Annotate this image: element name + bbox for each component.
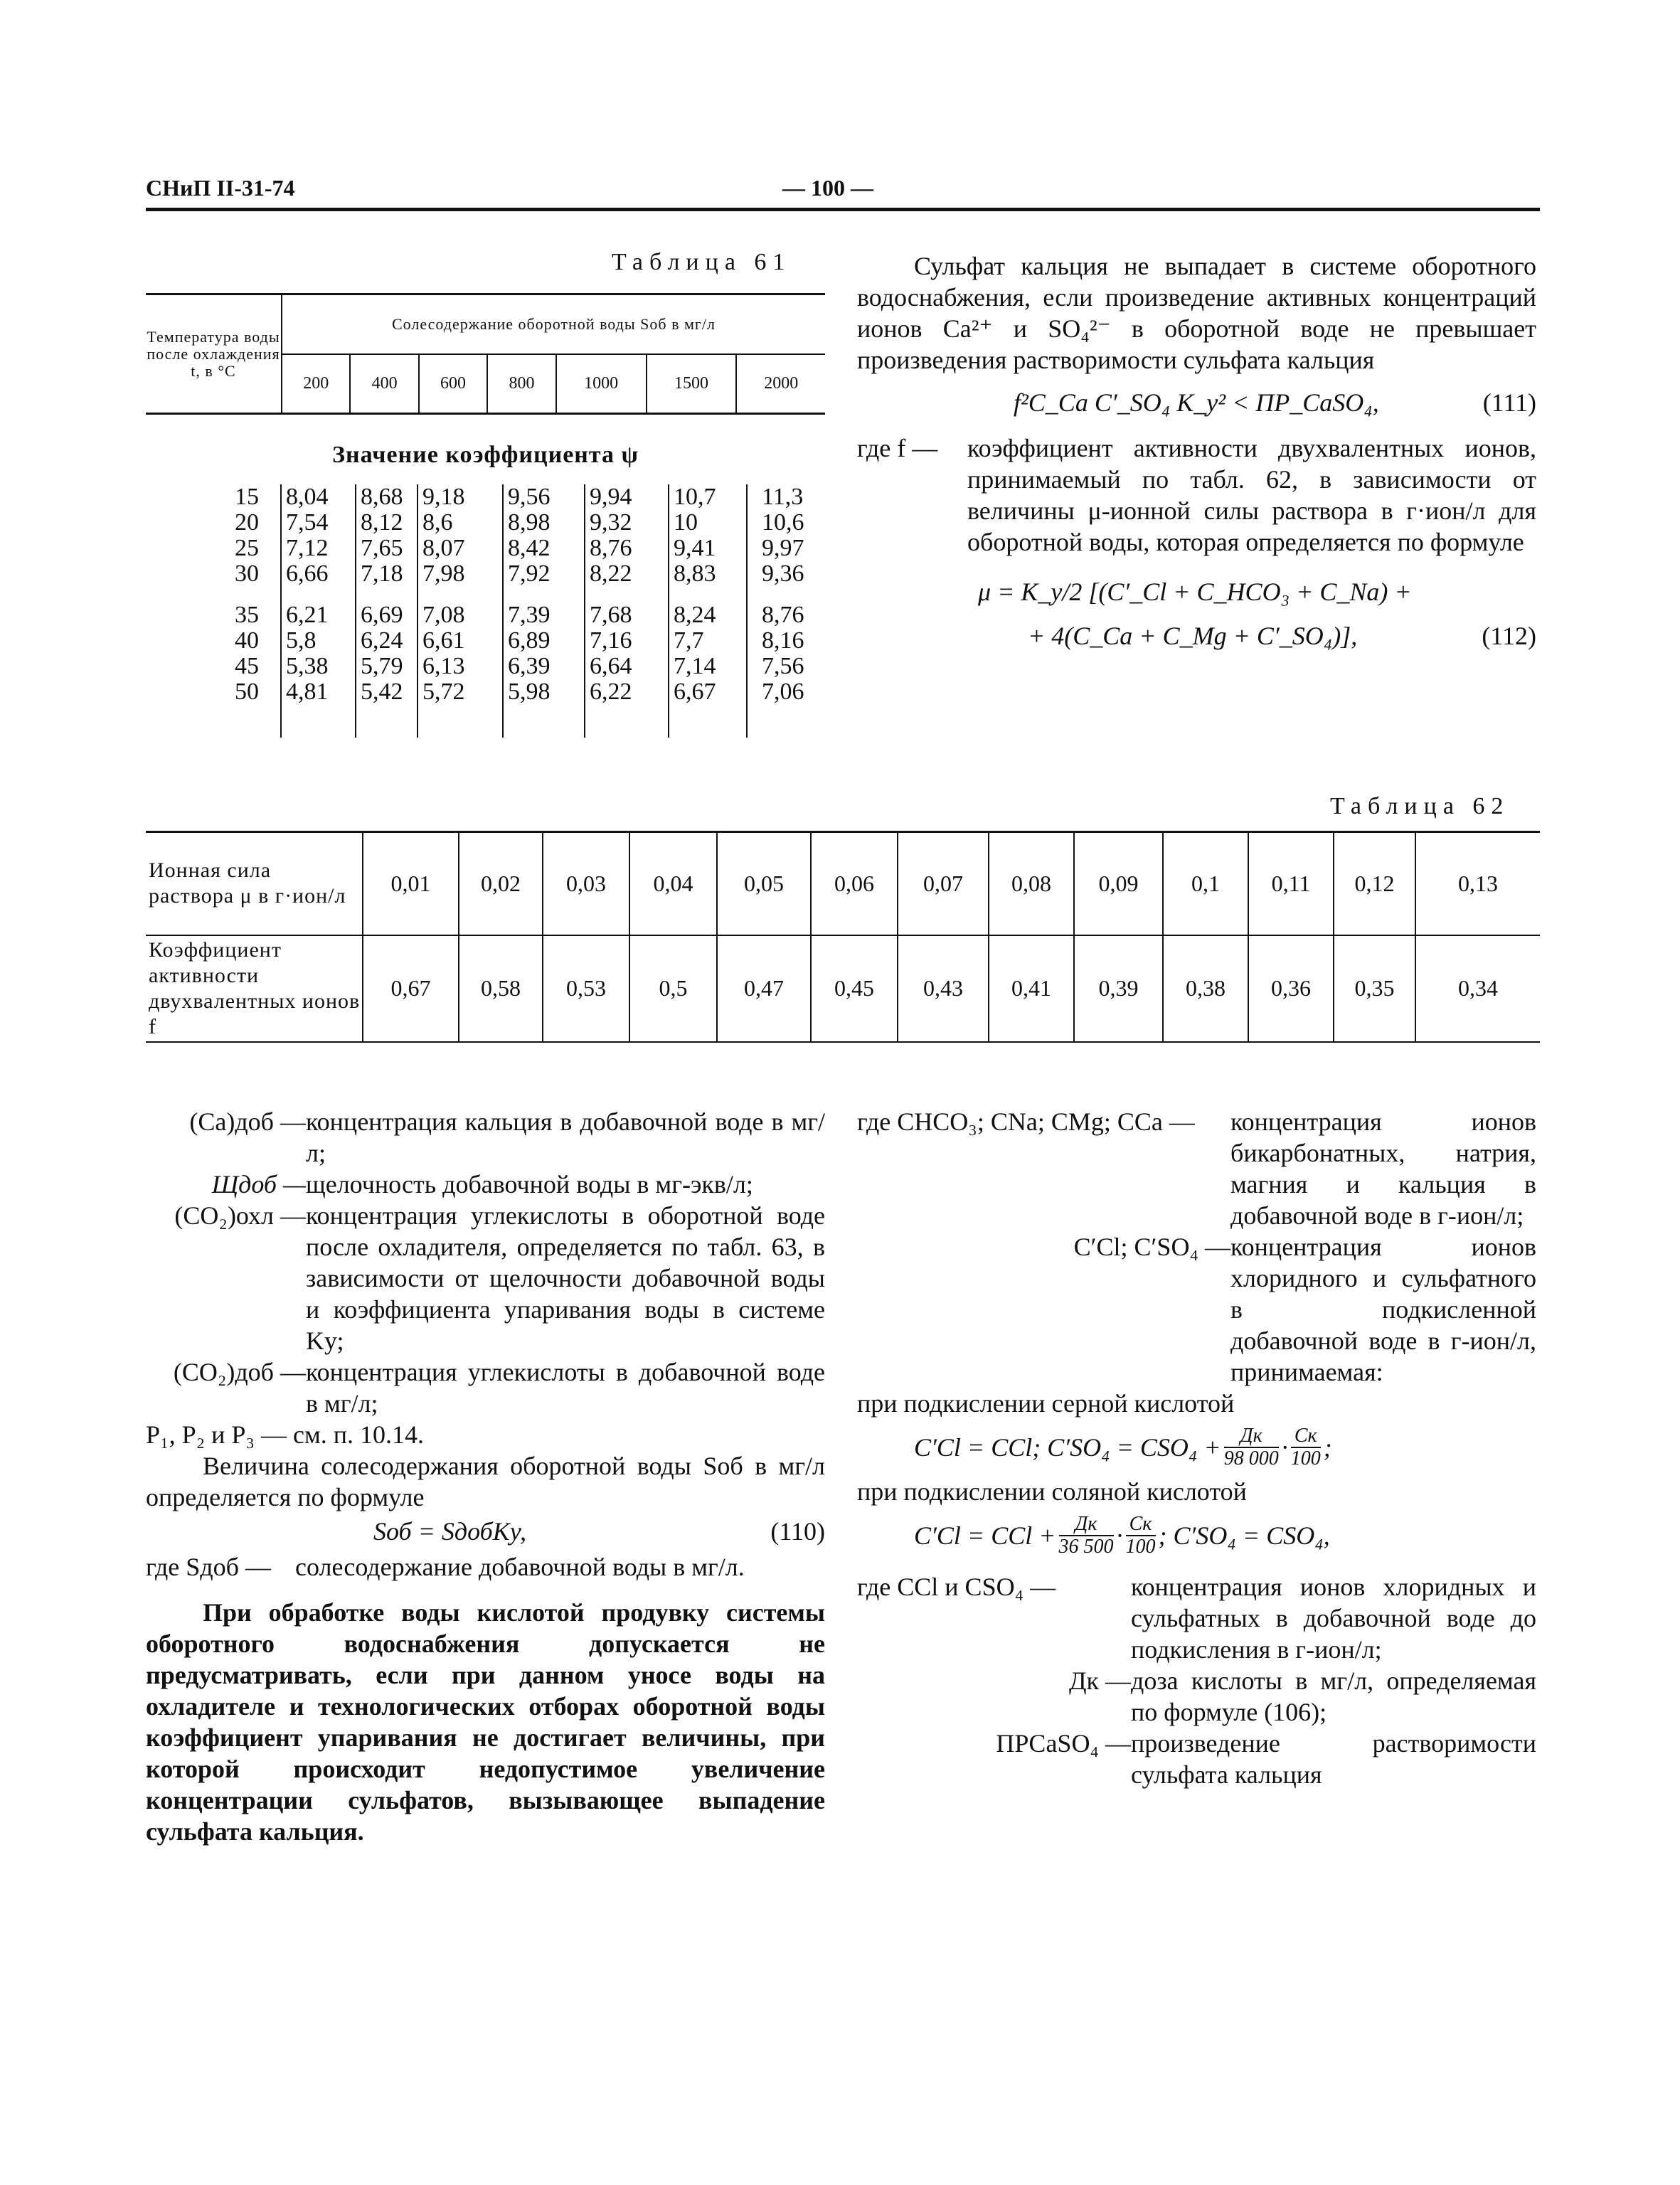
table62-mu-cell: 0,08 xyxy=(989,832,1074,935)
table61-col-1500: 1500 xyxy=(647,354,737,413)
table62-mu-cell: 0,1 xyxy=(1163,832,1248,935)
document-code: СНиП II-31-74 xyxy=(146,175,295,201)
c-ions-definition: концентрация ионов бикарбонатных, натрия, магния и кальция в добавочной воде в г-ион/л; xyxy=(1230,1107,1536,1230)
table62-row1-label: Ионная сила раствора μ в г·ион/л xyxy=(146,832,363,935)
table61-cell: 10,7 10 9,41 8,83 xyxy=(669,484,747,587)
c-prime-definition: концентрация ионов хлоридного и сульфатного в подкисленной добавочной воде в г-ион/л, принимаемая: xyxy=(1230,1233,1536,1386)
frac-numerator: Cк xyxy=(1291,1425,1321,1448)
table61-col-600: 600 xyxy=(419,354,487,413)
co2-dob-term: (CO₂)доб — xyxy=(173,1358,306,1386)
pr-term: ПРCaSO₄ — xyxy=(996,1729,1131,1758)
sulfuric-acid-label: при подкислении серной кислотой xyxy=(857,1389,1235,1418)
table61-col-200: 200 xyxy=(282,354,350,413)
table61-cell: 11,3 10,6 9,97 9,36 xyxy=(762,484,804,587)
table61-col-group-header: Солесодержание оборотной воды Sоб в мг/л xyxy=(282,295,825,354)
table61-col-400: 400 xyxy=(350,354,418,413)
table62-mu-cell: 0,12 xyxy=(1334,832,1415,935)
acid-treatment-paragraph: При обработке воды кислотой продувку системы оборотного водоснабжения допускается не предусматривать, если при данном уносе воды на охладителе и технологических отборах оборотной воды коэффициент упаривания не достигает величины, при которой происходит недопустимое увеличение концентрации сульфатов, вызывающее выпадение сульфата кальция. xyxy=(146,1598,825,1846)
table61-caption: Таблица 61 xyxy=(612,249,792,275)
left-bottom-column xyxy=(146,1106,825,1847)
table61-cell: 9,56 8,98 8,42 7,92 xyxy=(503,484,585,587)
table62-f-cell: 0,45 xyxy=(811,935,898,1042)
table61-cell: 8,68 8,12 7,65 7,18 xyxy=(356,484,418,587)
table62-mu-cell: 0,02 xyxy=(459,832,543,935)
table62 xyxy=(146,831,1540,1043)
ccl-term: где CCl и CSO₄ — xyxy=(857,1573,1056,1601)
table61-temps-a: 15 20 25 30 xyxy=(146,484,281,587)
table62-f-cell: 0,5 xyxy=(629,935,717,1042)
table61-subtitle: Значение коэффициента ψ xyxy=(332,442,639,468)
table61-col-800: 800 xyxy=(487,354,555,413)
table62-mu-cell: 0,09 xyxy=(1074,832,1163,935)
table62-row2-label: Коэффициент активности двухвалентных ионов f xyxy=(146,935,363,1042)
table61-cell: 7,08 6,61 6,13 5,72 xyxy=(418,602,503,738)
table61-temps-b: 35 40 45 50 xyxy=(146,602,281,738)
table61-col-2000: 2000 xyxy=(764,374,799,393)
sdob-definition: солесодержание добавочной воды в мг/л. xyxy=(295,1553,745,1581)
sh-dob-definition: щелочность добавочной воды в мг-экв/л; xyxy=(306,1170,753,1198)
table61-row-header: Температура воды после охлаждения t, в °C xyxy=(146,295,282,413)
formula-112-line2: + 4(C_Ca + C_Mg + C′_SO₄)], xyxy=(1028,622,1358,650)
table61-cell: 7,68 7,16 6,64 6,22 xyxy=(585,602,669,738)
formula-112-number: (112) xyxy=(1482,622,1536,650)
c-ions-term: где CHCO₃; CNa; CMg; CCa — xyxy=(857,1107,1195,1136)
formula-sulfuric-lhs: C′Cl = CCl; C′SO₄ = CSO₄ + xyxy=(914,1433,1221,1462)
table62-mu-cell: 0,03 xyxy=(543,832,629,935)
table62-f-cell: 0,67 xyxy=(363,935,459,1042)
formula-110-number: (110) xyxy=(770,1517,825,1546)
table62-f-cell: 0,43 xyxy=(898,935,989,1042)
table62-caption: Таблица 62 xyxy=(1330,793,1510,819)
right-bottom-column xyxy=(857,1106,1536,1790)
table62-f-cell: 0,47 xyxy=(717,935,811,1042)
table62-f-cell: 0,39 xyxy=(1074,935,1163,1042)
table62-mu-cell: 0,11 xyxy=(1248,832,1334,935)
ca-dob-term: (Ca)доб — xyxy=(189,1107,306,1136)
p-reference: P₁, P₂ и P₃ — см. п. 10.14. xyxy=(146,1420,425,1449)
frac-denominator: 98 000 xyxy=(1223,1447,1279,1469)
formula-hcl-lhs: C′Cl = CCl + xyxy=(914,1521,1056,1550)
formula-111: f²C_Ca C′_SO₄ K_у² < ПР_CaSO₄, xyxy=(1014,388,1379,417)
salinity-intro: Величина солесодержания оборотной воды Sоб в мг/л определяется по формуле xyxy=(146,1452,825,1511)
page-number: — 100 — xyxy=(782,175,873,201)
formula-111-number: (111) xyxy=(1482,388,1536,417)
table62-f-cell: 0,58 xyxy=(459,935,543,1042)
sdob-term: где Sдоб — xyxy=(146,1553,271,1581)
table62-mu-cell: 0,05 xyxy=(717,832,811,935)
table61-cell: 9,18 8,6 8,07 7,98 xyxy=(418,484,503,587)
pr-definition: произведение растворимости сульфата кальция xyxy=(1131,1729,1536,1789)
hydrochloric-acid-label: при подкислении соляной кислотой xyxy=(857,1477,1247,1506)
table62-f-cell: 0,36 xyxy=(1248,935,1334,1042)
table61-cell: 8,24 7,7 7,14 6,67 xyxy=(669,602,747,738)
table62-f-cell: 0,41 xyxy=(989,935,1074,1042)
dk-definition: доза кислоты в мг/л, определяемая по формуле (106); xyxy=(1131,1666,1536,1726)
table61-cell: 7,39 6,89 6,39 5,98 xyxy=(503,602,585,738)
frac-numerator: Дк xyxy=(1224,1425,1279,1448)
formula-110: Sоб = SдобKу, xyxy=(373,1517,526,1546)
frac-denominator: 100 xyxy=(1125,1536,1156,1558)
formula-hydrochloric: C′Cl = CCl + $\frac{Дк}{36 500}$ · $\frac{Cк}{100}$ ; C′SO₄ = CSO₄, xyxy=(914,1513,1330,1558)
table62-mu-cell: 0,04 xyxy=(629,832,717,935)
formula-112-line1: μ = K_у/2 [(C′_Cl + C_HCO₃ + C_Na) + xyxy=(978,578,1412,606)
ccl-definition: концентрация ионов хлоридных и сульфатных в добавочной воде до подкисления в г-ион/л; xyxy=(1131,1573,1536,1664)
table61-cell: 8,76 8,16 7,56 7,06 xyxy=(762,602,804,705)
table61 xyxy=(146,293,825,738)
co2-ohl-definition: концентрация углекислоты в оборотной воде после охладителя, определяется по табл. 63, в зависимости от щелочности добавочной воды и коэффициента упаривания воды в системе Kу; xyxy=(306,1201,825,1355)
table61-cell: 6,21 5,8 5,38 4,81 xyxy=(281,602,356,738)
frac-numerator: Дк xyxy=(1059,1514,1114,1536)
formula-hcl-rhs: ; C′SO₄ = CSO₄, xyxy=(1158,1521,1330,1550)
table62-f-cell: 0,38 xyxy=(1163,935,1248,1042)
co2-dob-definition: концентрация углекислоты в добавочной воде в мг/л; xyxy=(306,1358,825,1418)
table62-f-cell: 0,34 xyxy=(1458,975,1498,1001)
header-rule xyxy=(146,208,1540,211)
right-top-column xyxy=(857,250,1536,661)
f-term: f — xyxy=(897,434,938,462)
frac-numerator: Cк xyxy=(1126,1514,1156,1536)
sh-dob-term: Щдоб — xyxy=(211,1170,306,1198)
sulfate-intro: Сульфат кальция не выпадает в системе оборотного водоснабжения, если произведение активных концентраций ионов Ca²⁺ и SO₄²⁻ в оборотной воде не превышает произведения растворимости сульфата кальция xyxy=(857,252,1536,374)
ca-dob-definition: концентрация кальция в добавочной воде в мг/л; xyxy=(306,1107,825,1167)
formula-sulfuric: C′Cl = CCl; C′SO₄ = CSO₄ + $\frac{Дк}{98 000}$ · $\frac{Cк}{100}$ ; xyxy=(914,1425,1332,1469)
co2-ohl-term: (CO₂)охл — xyxy=(174,1201,306,1230)
table62-f-cell: 0,35 xyxy=(1334,935,1415,1042)
gde-label: где xyxy=(857,434,891,462)
frac-denominator: 36 500 xyxy=(1058,1536,1114,1558)
table62-f-cell: 0,53 xyxy=(543,935,629,1042)
table61-cell: 9,94 9,32 8,76 8,22 xyxy=(585,484,669,587)
table62-mu-cell: 0,01 xyxy=(363,832,459,935)
f-definition: коэффициент активности двухвалентных ионов, принимаемый по табл. 62, в зависимости от величины μ-ионной силы раствора в г·ион/л для оборотной воды, которая определяется по формуле xyxy=(967,434,1536,556)
table62-mu-cell: 0,13 xyxy=(1458,870,1498,896)
dk-term: Дк — xyxy=(1068,1666,1131,1695)
table61-cell: 8,04 7,54 7,12 6,66 xyxy=(281,484,356,587)
frac-denominator: 100 xyxy=(1290,1447,1321,1469)
c-prime-term: C′Cl; C′SO₄ — xyxy=(1073,1233,1230,1261)
table62-mu-cell: 0,06 xyxy=(811,832,898,935)
table62-mu-cell: 0,07 xyxy=(898,832,989,935)
table61-cell: 6,69 6,24 5,79 5,42 xyxy=(356,602,418,738)
table61-col-1000: 1000 xyxy=(556,354,647,413)
